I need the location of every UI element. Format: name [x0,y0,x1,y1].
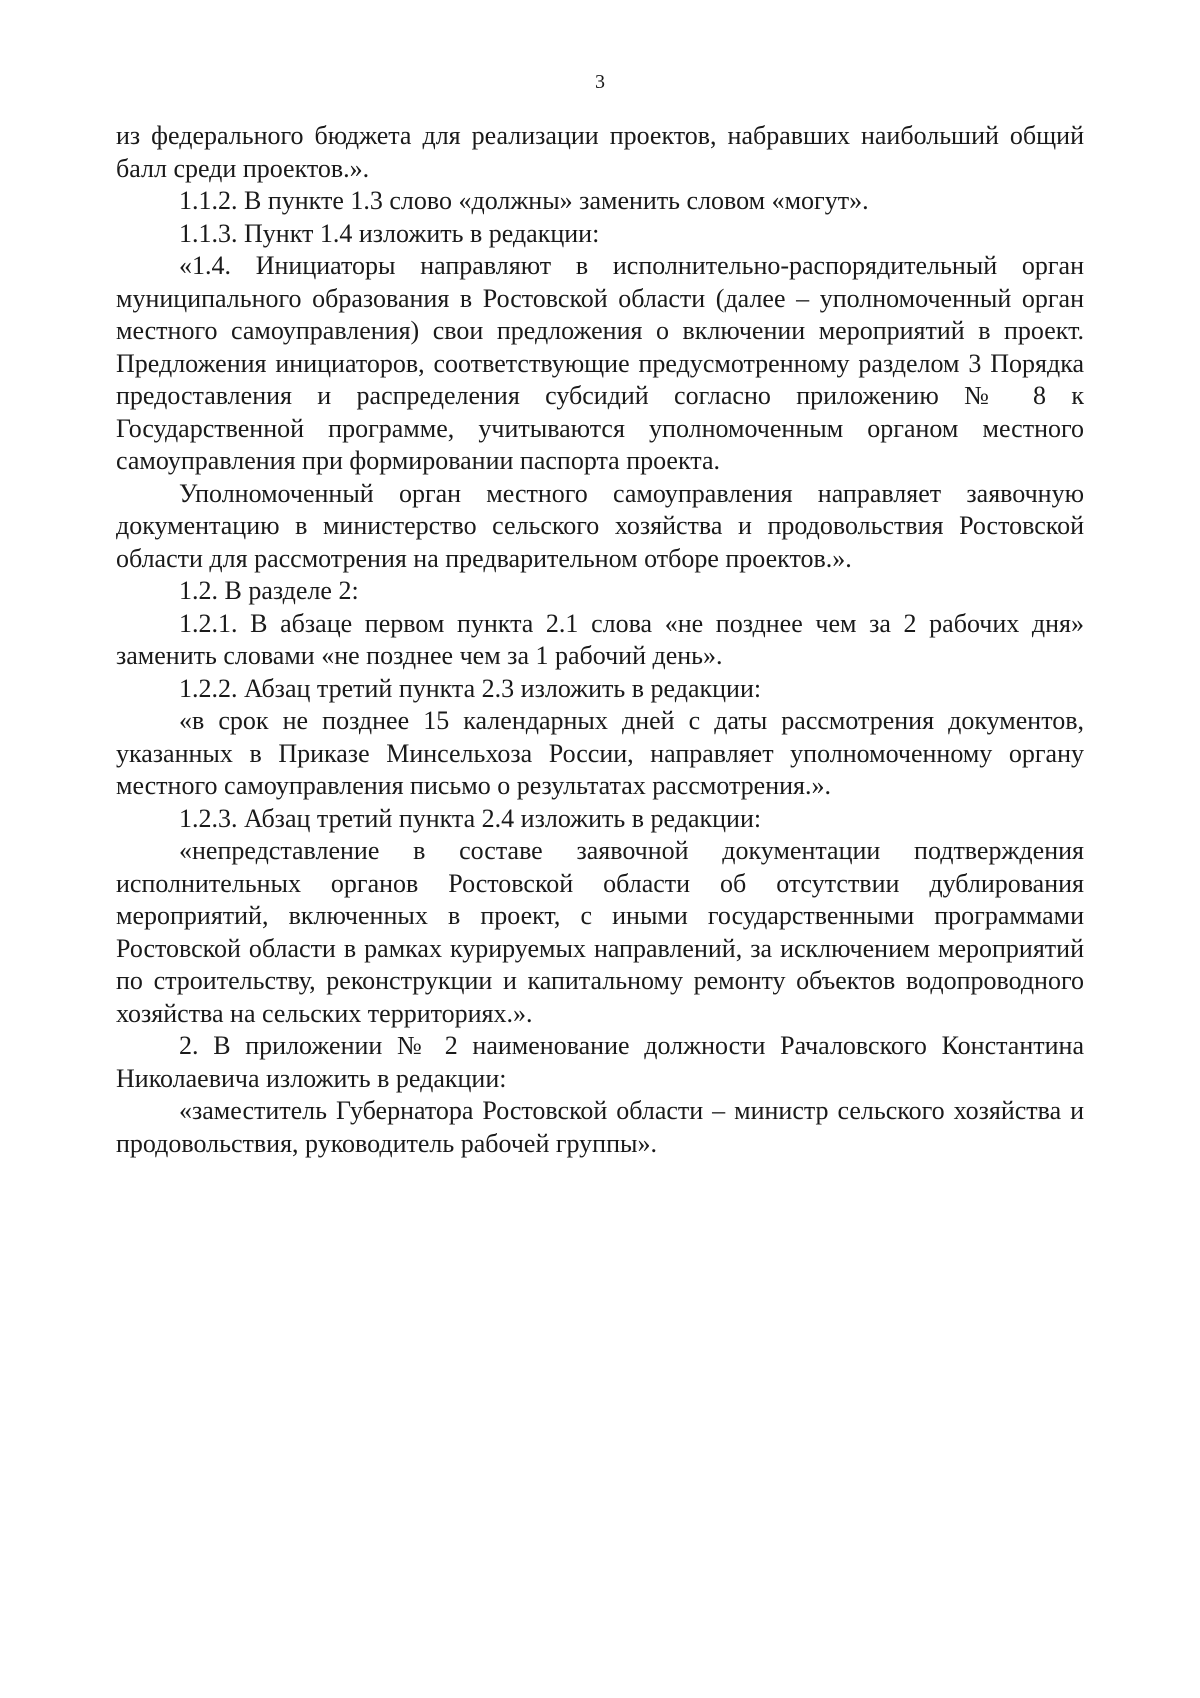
paragraph-1-2: 1.2. В разделе 2: [179,576,359,605]
paragraph-1-2-2: 1.2.2. Абзац третий пункта 2.3 изложить в редакции: [179,673,762,703]
paragraph-quote-1-4: «1.4. Инициаторы направляют в исполнительно-распорядительный орган муниципального образования в Ростовской области (далее – уполномоченный орган местного самоуправления) свои предложения о включении мероприятий в проект. Предложения инициаторов, соответствующие предусмотренному разделом 3 Порядка предоставления и распределения субсидий согласно приложению № 8 к Государственной программе, учитываются уполномоченным органом местного самоуправления при формировании паспорта проекта. [116,251,1084,475]
document-body [116,120,1084,1160]
paragraph-1-1-3: 1.1.3. Пункт 1.4 изложить в редакции: [179,218,600,248]
paragraph-continuation: из федерального бюджета для реализации проектов, набравших наибольший общий балл среди проектов.». [116,121,1084,183]
paragraph-authority-submission: Уполномоченный орган местного самоуправления направляет заявочную документацию в министерство сельского хозяйства и продовольствия Ростовской области для рассмотрения на предварительном отборе проектов.». [116,478,1084,573]
paragraph-1-2-3: 1.2.3. Абзац третий пункта 2.4 изложить в редакции: [179,803,762,833]
paragraph-1-2-1: 1.2.1. В абзаце первом пункта 2.1 слова «не позднее чем за 2 рабочих дня» заменить словами «не позднее чем за 1 рабочий день». [116,608,1084,670]
paragraph-2: 2. В приложении № 2 наименование должности Рачаловского Константина Николаевича изложить в редакции: [116,1031,1084,1093]
page-number: 3 [595,71,605,93]
paragraph-1-1-2: 1.1.2. В пункте 1.3 слово «должны» заменить словом «могут». [179,186,869,215]
paragraph-quote-2-3: «в срок не позднее 15 календарных дней с даты рассмотрения документов, указанных в Приказе Минсельхоза России, направляет уполномоченному органу местного самоуправления письмо о результатах рассмотрения.». [116,706,1084,800]
paragraph-quote-position: «заместитель Губернатора Ростовской области – министр сельского хозяйства и продовольствия, руководитель рабочей группы». [116,1096,1084,1158]
paragraph-quote-2-4: «непредставление в составе заявочной документации подтверждения исполнительных органов Ростовской области об отсутствии дублирования мероприятий, включенных в проект, с иными государственными программами Ростовской области в рамках курируемых направлений, за исключением мероприятий по строительству, реконструкции и капитальному ремонту объектов водопроводного хозяйства на сельских территориях.». [116,836,1084,1028]
